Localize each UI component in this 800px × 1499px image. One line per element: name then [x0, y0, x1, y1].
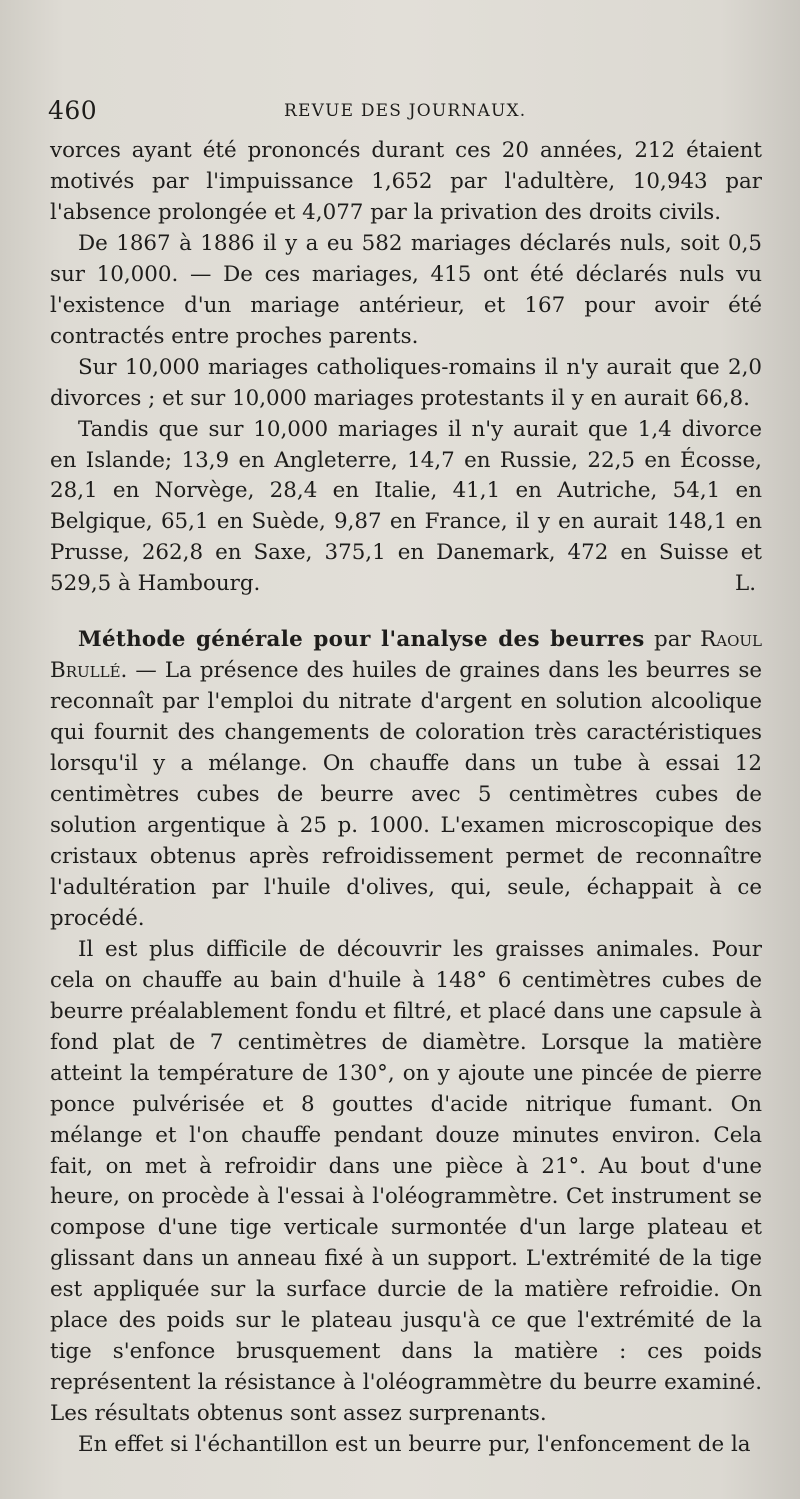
page-header [48, 96, 760, 132]
paragraph: Il est plus difficile de découvrir les graisses animales. Pour cela on chauffe au bain d'huile à 148° 6 centimètres cubes de beurre préalablement fondu et filtré, et placé dans une capsule à fond plat de 7 centimètres de diamètre. Lorsque la matière atteint la température de 130°, on y ajoute une pincée de pierre ponce pulvérisée et 8 gouttes d'acide nitrique fumant. On mélange et l'on chauffe pendant douze minutes environ. Cela fait, on met à refroidir dans une pièce à 21°. Au bout d'une heure, on procède à l'essai à l'oléogrammètre. Cet instrument se compose d'une tige verticale surmontée d'un large plateau et glissant dans un anneau fixé à un support. L'extrémité de la tige est appliquée sur la surface durcie de la matière refroidie. On place des poids sur le plateau jusqu'à ce que l'extrémité de la tige s'enfonce brusquement dans la matière : ces poids représentent la résistance à l'oléogrammètre du beurre examiné. Les résultats obtenus sont assez surprenants. [50, 936, 762, 1427]
paragraph [50, 415, 762, 601]
paragraph: De 1867 à 1886 il y a eu 582 mariages déclarés nuls, soit 0,5 sur 10,000. — De ces mariages, 415 ont été déclarés nuls vu l'existence d'un mariage antérieur, et 167 pour avoir été contractés entre proches parents. [50, 230, 762, 349]
running-head: REVUE DES JOURNAUX. [284, 101, 527, 121]
article-title: Méthode générale pour l'analyse des beurres [78, 627, 645, 653]
paragraph: En effet si l'échantillon est un beurre pur, l'enfoncement de la [78, 1432, 751, 1458]
author-name: Raoul Brullé. [50, 627, 762, 684]
article-paragraph [50, 625, 762, 935]
paragraph-text: Tandis que sur 10,000 mariages il n'y aurait que 1,4 divorce en Islande; 13,9 en Angleterre, 14,7 en Russie, 22,5 en Écosse, 28,1 en Norvège, 28,4 en Italie, 41,1 en Autriche, 54,1 en Belgique, 65,1 en Suède, 9,87 en France, il y en aurait 148,1 en Prusse, 262,8 en Saxe, 375,1 en Danemark, 472 en Suisse et 529,5 à Hambourg. [50, 416, 762, 597]
by-word: par [654, 627, 691, 653]
body-text [50, 136, 762, 1461]
paragraph: vorces ayant été prononcés durant ces 20 années, 212 étaient motivés par l'impuissance 1,652 par l'adultère, 10,943 par l'absence prolongée et 4,077 par la privation des droits civils. [50, 138, 762, 225]
signature: L. [734, 571, 756, 597]
page-number: 460 [48, 96, 98, 125]
paragraph: Sur 10,000 mariages catholiques-romains il n'y aurait que 2,0 divorces ; et sur 10,000 mariages protestants il y en aurait 66,8. [50, 354, 762, 411]
paragraph-text: — La présence des huiles de graines dans les beurres se reconnaît par l'emploi du nitrate d'argent en solution alcoolique qui fournit des changements de coloration très caractéristiques lorsqu'il y a mélange. On chauffe dans un tube à essai 12 centimètres cubes de beurre avec 5 centimètres cubes de solution argentique à 25 p. 1000. L'examen microscopique des cristaux obtenus après refroidissement permet de reconnaître l'adultération par l'huile d'olives, qui, seule, échappait à ce procédé. [50, 658, 762, 931]
